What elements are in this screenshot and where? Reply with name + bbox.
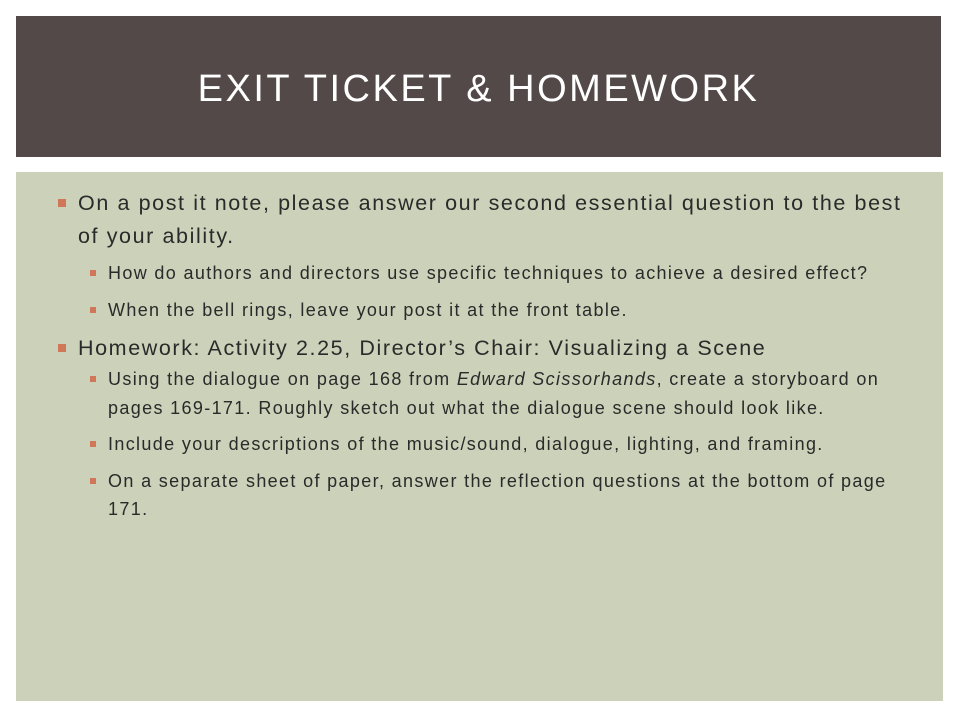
- bullet-homework: [16, 332, 943, 365]
- bullet-text: Homework: Activity 2.25, Director’s Chair: Visualizing a Scene: [78, 336, 767, 360]
- sub-bullet-text-pre: Using the dialogue on page 168 from: [108, 369, 457, 389]
- square-bullet-icon: [90, 307, 96, 313]
- sub-bullet-text-post: , create a storyboard on pages 169-171. Roughly sketch out what the dialogue scene should look like.: [108, 369, 880, 418]
- square-bullet-icon: [90, 478, 96, 484]
- bullet-text: On a post it note, please answer our second essential question to the best of your ability.: [78, 191, 902, 248]
- square-bullet-icon: [58, 344, 66, 352]
- sub-bullet-bell-rings: [16, 296, 943, 325]
- content-area: [16, 172, 943, 701]
- slide-title: EXIT TICKET & HOMEWORK: [197, 68, 760, 110]
- square-bullet-icon: [90, 441, 96, 447]
- bullet-exit-ticket: [16, 187, 943, 253]
- sub-bullet-text: Include your descriptions of the music/sound, dialogue, lighting, and framing.: [108, 434, 824, 454]
- sub-bullet-reflection: [16, 467, 943, 524]
- sub-bullet-descriptions: [16, 430, 943, 459]
- sub-bullet-text: When the bell rings, leave your post it at the front table.: [108, 299, 628, 320]
- bullet-list: [16, 172, 943, 524]
- sub-bullet-text: On a separate sheet of paper, answer the reflection questions at the bottom of page 171.: [108, 470, 887, 519]
- sub-bullet-essential-question: [16, 259, 943, 288]
- title-bar: [16, 16, 941, 157]
- square-bullet-icon: [58, 199, 66, 207]
- square-bullet-icon: [90, 270, 96, 276]
- sub-bullet-storyboard: [16, 365, 943, 422]
- sub-bullet-text: How do authors and directors use specific techniques to achieve a desired effect?: [108, 263, 869, 283]
- square-bullet-icon: [90, 376, 96, 382]
- film-title: Edward Scissorhands: [456, 369, 657, 389]
